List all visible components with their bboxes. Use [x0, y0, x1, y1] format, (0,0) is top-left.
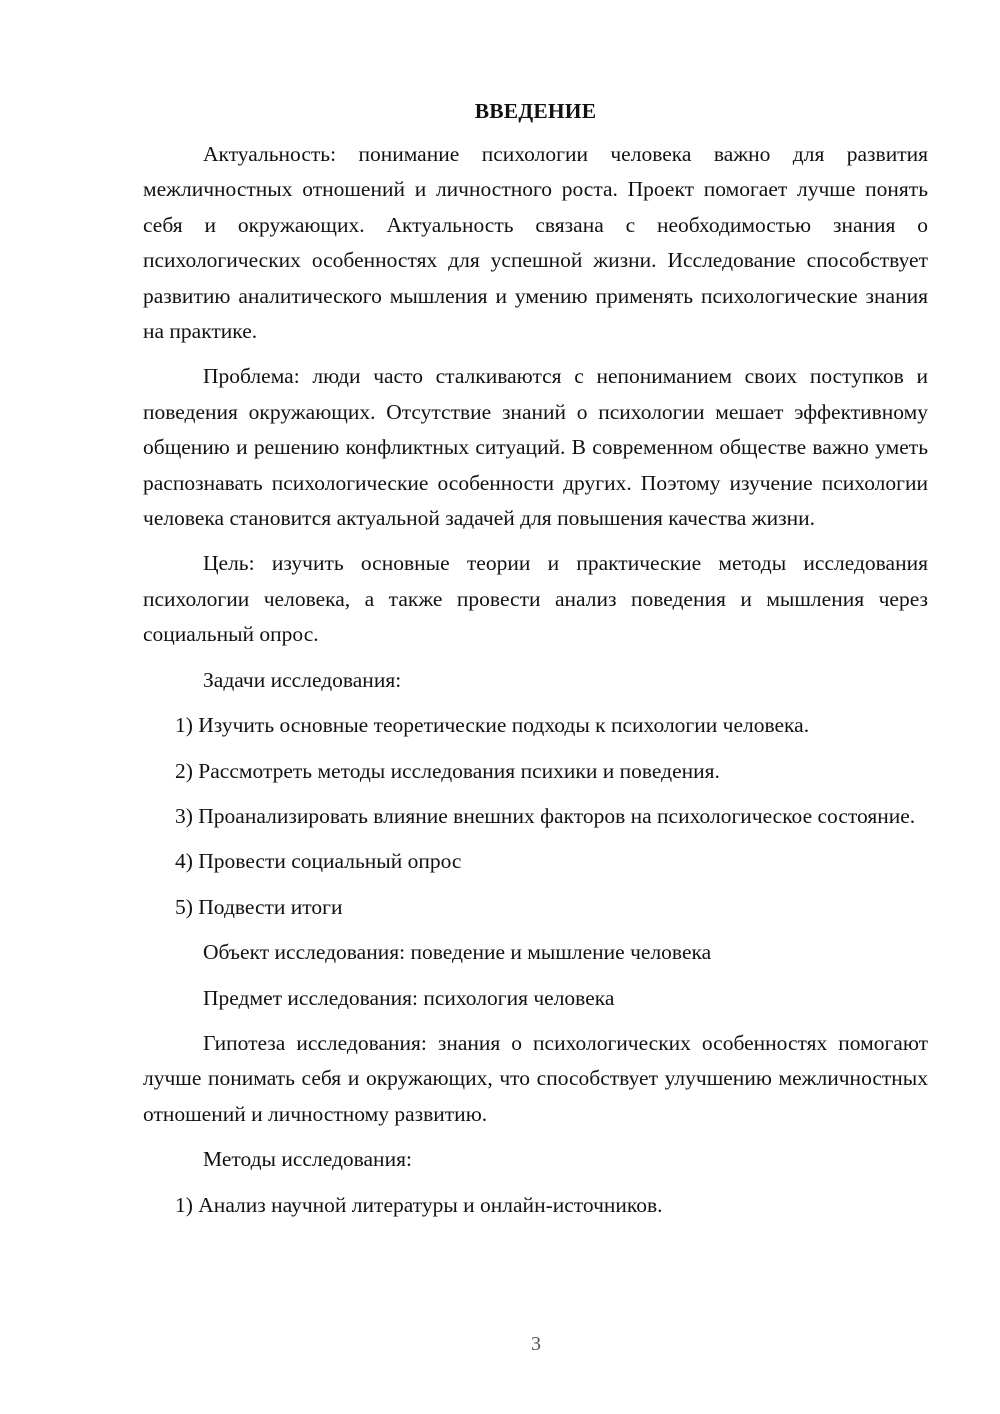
page-number: 3 — [531, 1333, 541, 1355]
task-item-3: 3) Проанализировать влияние внешних факторов на психологическое состояние. — [175, 803, 916, 828]
section-title: ВВЕДЕНИЕ — [474, 99, 597, 123]
problem-paragraph: Проблема: люди часто сталкиваются с непониманием своих поступков и поведения окружающих. Отсутствие знаний о психологии мешает эффективному общению и решению конфликтных ситуаций. В современном обществе важно уметь распознавать психологические особенности других. Поэтому изучение психологии человека становится актуальной задачей для повышения качества жизни. — [143, 364, 928, 531]
goal-paragraph: Цель: изучить основные теории и практические методы исследования психологии человека, а также провести анализ поведения и мышления через социальный опрос. — [143, 551, 928, 647]
hypothesis-paragraph: Гипотеза исследования: знания о психологических особенностях помогают лучше понимать себя и окружающих, что способствует улучшению межличностных отношений и личностному развитию. — [143, 1030, 928, 1126]
task-item-1: 1) Изучить основные теоретические подходы к психологии человека. — [175, 713, 810, 738]
tasks-heading: Задачи исследования: — [203, 667, 402, 692]
page-content — [143, 95, 928, 1233]
relevance-paragraph: Актуальность: понимание психологии человека важно для развития межличностных отношений и личностного роста. Проект помогает лучше понять себя и окружающих. Актуальность связана с необходимостью знания о психологических особенностях для успешной жизни. Исследование способствует развитию аналитического мышления и умению применять психологические знания на практике. — [143, 142, 928, 344]
subject-line: Предмет исследования: психология человека — [203, 985, 615, 1010]
object-line: Объект исследования: поведение и мышление человека — [203, 940, 712, 965]
task-item-5: 5) Подвести итоги — [175, 894, 343, 919]
task-item-4: 4) Провести социальный опрос — [175, 849, 462, 874]
methods-heading: Методы исследования: — [203, 1147, 412, 1172]
method-item-1: 1) Анализ научной литературы и онлайн-источников. — [175, 1192, 663, 1217]
task-item-2: 2) Рассмотреть методы исследования психики и поведения. — [175, 758, 720, 783]
